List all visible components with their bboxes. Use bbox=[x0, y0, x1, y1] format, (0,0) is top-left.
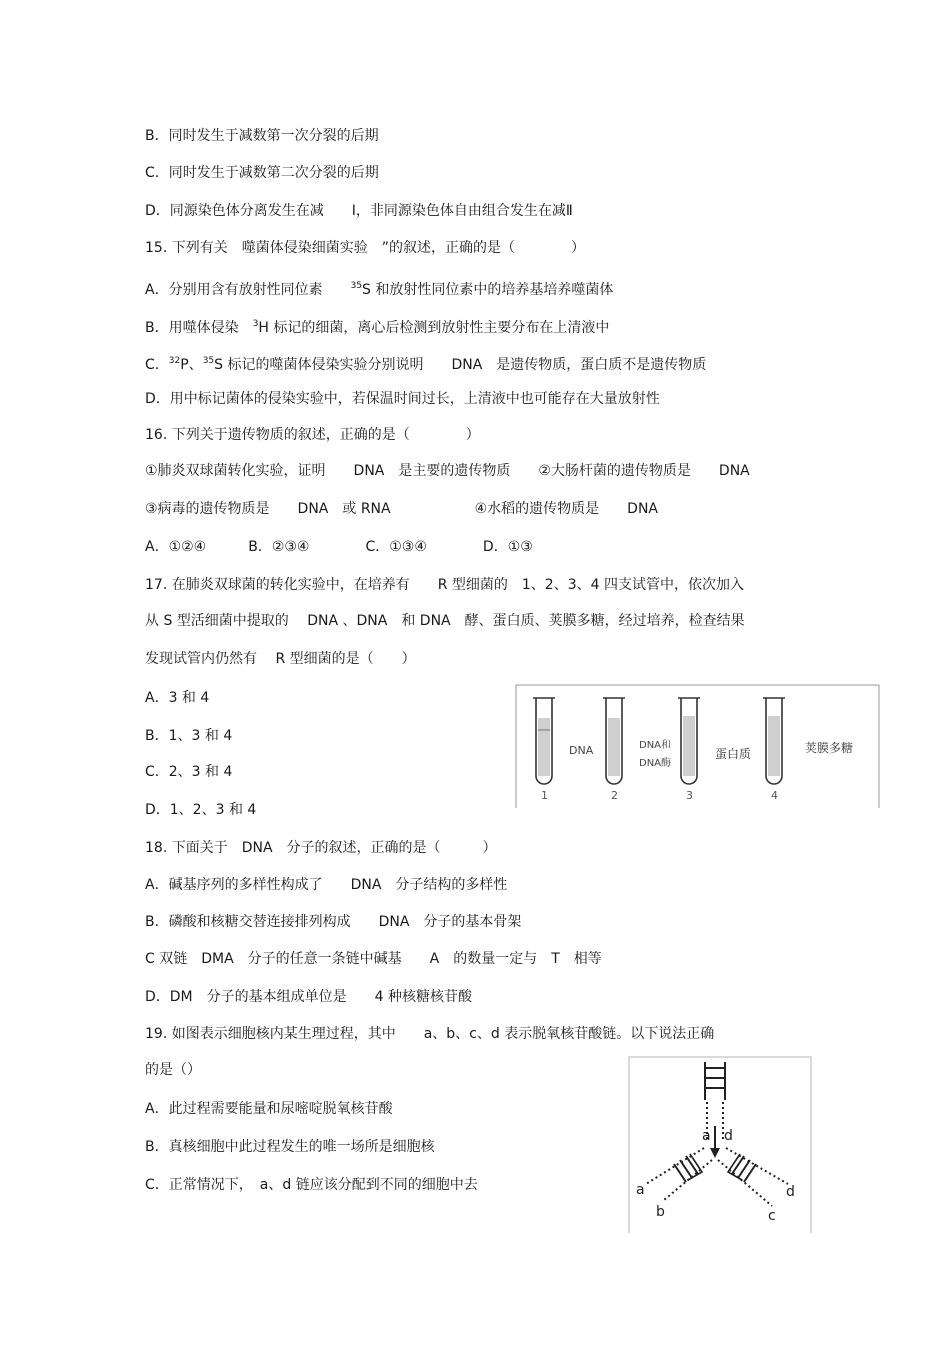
q14-option-c: C．同时发生于减数第二次分裂的后期 bbox=[145, 165, 379, 181]
q15-stem: 15. 下列有关 噬菌体侵染细菌实验 ”的叙述，正确的是（ ） bbox=[145, 240, 585, 256]
test-tube-4 bbox=[763, 698, 785, 784]
q19-option-c: C．正常情况下， a、d 链应该分配到不同的细胞中去 bbox=[145, 1177, 478, 1193]
label-left-a: a bbox=[636, 1182, 645, 1198]
q17-stem-2: 从 S 型活细菌中提取的 DNA 、DNA 和 DNA 酵、蛋白质、荚膜多糖，经过培养，检查结果 bbox=[145, 613, 745, 629]
q18-option-a: A．碱基序列的多样性构成了 DNA 分子结构的多样性 bbox=[145, 877, 508, 893]
tube-2-label-line1: DNA和 bbox=[639, 740, 672, 751]
label-left-b: b bbox=[656, 1204, 665, 1220]
tube-4-number: 4 bbox=[771, 789, 778, 802]
tube-2-label-line2: DNA酶 bbox=[639, 758, 672, 769]
test-tube-2 bbox=[603, 698, 625, 784]
q16-statements-1: ①肺炎双球菌转化实验，证明 DNA 是主要的遗传物质 ②大肠杆菌的遗传物质是 DNA bbox=[145, 463, 750, 479]
parental-dna-ladder bbox=[705, 1062, 725, 1100]
tube-2-number: 2 bbox=[611, 789, 618, 802]
q14-option-b: B．同时发生于减数第一次分裂的后期 bbox=[145, 128, 379, 144]
q19-stem-2: 的是（） bbox=[145, 1062, 201, 1078]
label-right-c: c bbox=[768, 1208, 776, 1224]
q15-option-a: A．分别用含有放射性同位素 $^{35}$S 和放射性同位素中的培养基培养噬菌体 bbox=[145, 281, 614, 298]
test-tube-3 bbox=[678, 698, 700, 784]
q19-option-a: A．此过程需要能量和尿嘧啶脱氧核苷酸 bbox=[145, 1101, 393, 1117]
q18-option-b: B．磷酸和核糖交替连接排列构成 DNA 分子的基本骨架 bbox=[145, 914, 522, 930]
tube-3-label: 蛋白质 bbox=[715, 747, 752, 761]
left-daughter-strand bbox=[646, 1148, 712, 1200]
q16-statements-2: ③病毒的遗传物质是 DNA 或 RNA ④水稻的遗传物质是 DNA bbox=[145, 501, 658, 517]
q16-stem: 16. 下列关于遗传物质的叙述，正确的是（ ） bbox=[145, 427, 480, 443]
tube-3-number: 3 bbox=[686, 789, 693, 802]
q18-option-d: D．DM 分子的基本组成单位是 4 种核糖核苷酸 bbox=[145, 989, 472, 1005]
replication-direction-arrow bbox=[710, 1126, 720, 1158]
q18-stem: 18. 下面关于 DNA 分子的叙述，正确的是（ ） bbox=[145, 840, 497, 856]
q15-option-c: C．$^{32}$P、$^{35}$S 标记的噬菌体侵染实验分别说明 DNA 是遗传物质，蛋白质不是遗传物质 bbox=[145, 356, 707, 373]
tube-1-number: 1 bbox=[541, 789, 548, 802]
right-daughter-strand bbox=[718, 1148, 788, 1206]
q15-option-b: B．用噬体侵染 $^3$H 标记的细菌，离心后检测到放射性主要分布在上清液中 bbox=[145, 319, 610, 336]
tube-1-label: DNA bbox=[569, 744, 594, 757]
q17-stem-1: 17. 在肺炎双球菌的转化实验中，在培养有 R 型细菌的 1、2、3、4 四支试管中，依次加入 bbox=[145, 577, 744, 593]
test-tube-1 bbox=[533, 698, 555, 784]
label-right-d: d bbox=[786, 1184, 795, 1200]
dna-replication-figure bbox=[628, 1056, 812, 1233]
q19-stem-1: 19. 如图表示细胞核内某生理过程，其中 a、b、c、d 表示脱氧核苷酸链。以下说法正确 bbox=[145, 1026, 715, 1042]
q17-option-a: A．3 和 4 bbox=[145, 690, 210, 706]
label-top-a: a bbox=[702, 1128, 711, 1144]
q17-option-d: D．1、2、3 和 4 bbox=[145, 802, 257, 818]
q17-option-c: C．2、3 和 4 bbox=[145, 764, 233, 780]
q15-option-d: D．用中标记菌体的侵染实验中，若保温时间过长，上清液中也可能存在大量放射性 bbox=[145, 391, 660, 407]
q19-option-b: B．真核细胞中此过程发生的唯一场所是细胞核 bbox=[145, 1139, 435, 1155]
q18-option-c: C 双链 DMA 分子的任意一条链中碱基 A 的数量一定与 T 相等 bbox=[145, 951, 602, 967]
q14-option-d: D．同源染色体分离发生在减 I，非同源染色体自由组合发生在减Ⅱ bbox=[145, 203, 573, 219]
q16-options: A．①②④ B．②③④ C．①③④ D．①③ bbox=[145, 539, 533, 555]
tube-4-label: 荚膜多糖 bbox=[805, 741, 854, 755]
test-tubes-figure bbox=[515, 684, 880, 808]
label-top-d: d bbox=[724, 1128, 733, 1144]
q17-stem-3: 发现试管内仍然有 R 型细菌的是（ ） bbox=[145, 651, 416, 667]
q17-option-b: B．1、3 和 4 bbox=[145, 728, 233, 744]
